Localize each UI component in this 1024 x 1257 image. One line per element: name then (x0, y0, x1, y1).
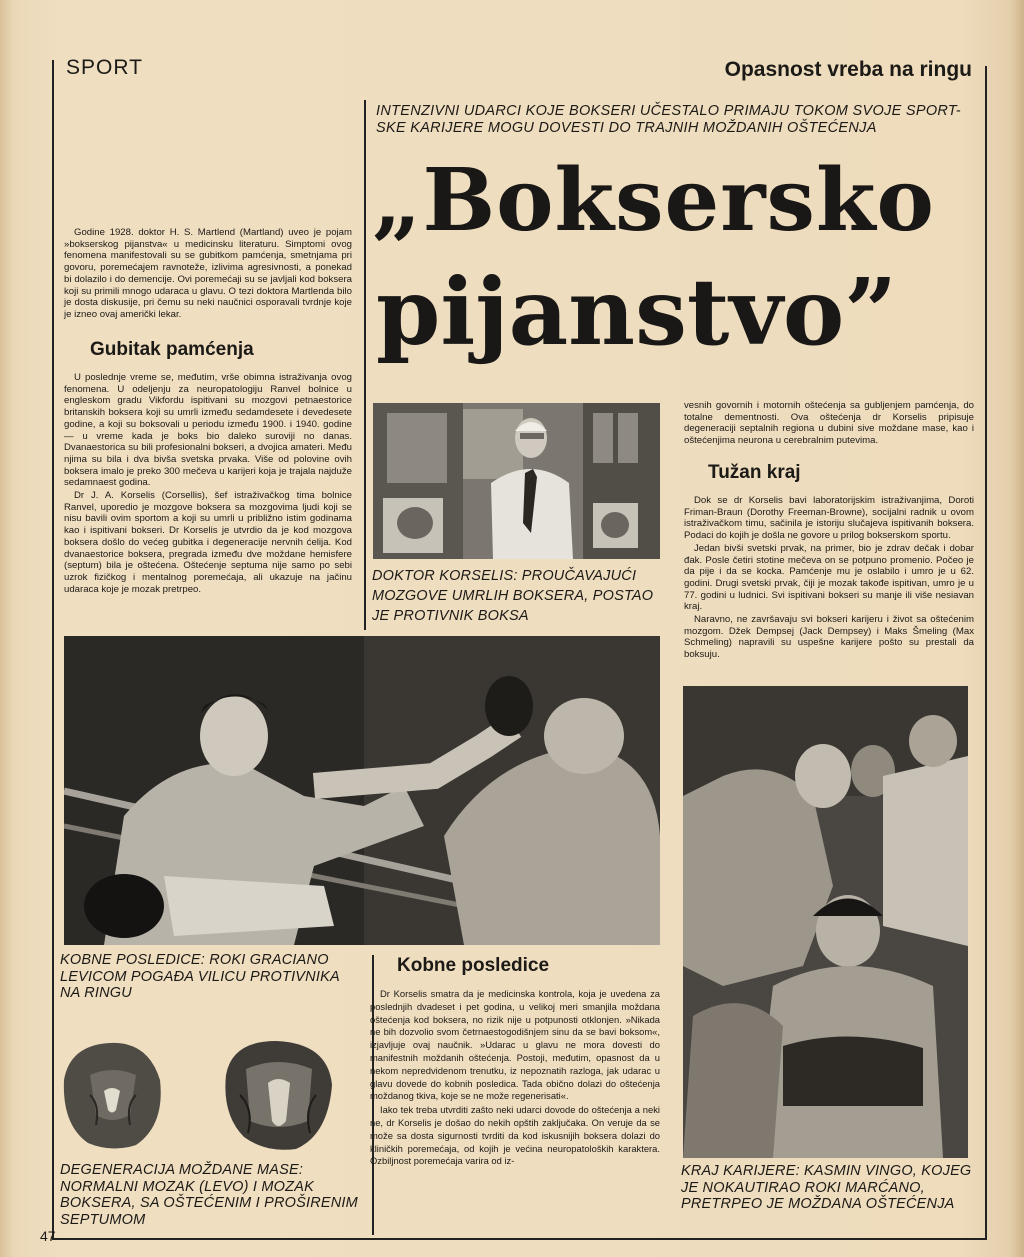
subhead-gubitak: Gubitak pamćenja (90, 339, 254, 360)
vingo-photo (683, 686, 968, 1158)
paragraph: Jedan bivši svetski prvak, na primer, bio je zdrav dečak i dobar đak. Posle četiri stotine mečeva on se potpuno promenio. Počeo je da pije i da se kocka. Pamćenje mu je oslabilo i umro je u 62. godini. Drugi svetski prvak, čiji je mozak takođe ispitivan, umro je u 77. godini u ludnici. Svi ispitivani bokseri su manje ili više nesiavan kraj. (684, 542, 974, 613)
paragraph: Dr J. A. Korselis (Corsellis), šef istraživačkog tima bolnice Ranvel, uporedio je mozgove boksera sa mozgovima ljudi koji se nisu bavili ovim sportom a koji su umrli u približno istim godinama kao i ispitivani bokseri. Dr Korselis je utvrdio da je kod mozgova boksera došlo do većeg gubitka i degeneracije nervnih ćelija. Kod dvanaestorice boksera, pregrada između dve moždane hemisfere (septum) bila je oštećena. Oštećenje septuma nije samo po sebi uzrok fizičkog i mentalnog poremećaja, ali ukazuje na jačinu udaraca koje je mozak pretrpeo. (64, 490, 352, 595)
doctor-photo (373, 403, 660, 559)
paragraph: U poslednje vreme se, međutim, vrše obimna istraživanja ovog fenomena. U odeljenju za neuropatologiju Ranvel bolnice u engleskom gradu Vikfordu ispitivani su mozgovi petnaestorice britanskih boksera koji su umrli između sedamdesete i devedesete godine, a koji su boksovali u periodu između 1900. i 1940. godine — u vreme kada je boks bio daleko suroviji no danas. Dvanaestorica su bili profesionalni bokseri, a dvojica amateri. Među njima su bila i dva bivša svetska prvaka. Više od polovine ovih boksera imalo je preko 300 mečeva u karijeri koja je trajala najduže sedamnaest godina. (64, 372, 352, 489)
deck: INTENZIVNI UDARCI KOJE BOKSERI UČESTALO PRIMAJU TOKOM SVOJE SPORT-SKE KARIJERE MOGU DOVESTI DO TRAJNIH MOŽDANIH OŠTEĆENJA (376, 103, 961, 136)
brain-images (60, 1035, 352, 1155)
paragraph: Iako tek treba utvrditi zašto neki udarci dovode do oštećenja a neki ne, dr Korselis je došao do nekih opštih zaključaka. On veruje da se može sa dosta sigurnosti tvrditi da kod iskusnijih boksera dolazi do kliničkih poremećaja, od kojih je većina neuropatoloških karaktera. Ozbiljnost poremećaja varira od iz- (370, 1104, 660, 1167)
caption-doctor: DOKTOR KORSELIS: PROUČAVAJUĆI MOZGOVE UMRLIH BOKSERA, POSTAO JE PROTIVNIK BOKSA (372, 568, 654, 624)
page-number: 47 (40, 1228, 56, 1244)
intro-paragraph (64, 227, 352, 322)
paragraph: Dr Korselis smatra da je medicinska kontrola, koja je uvedena za poslednjih dvadeset i pet godina, u velikoj meri smanjila moždana oštećenja kod boksera, no rizik nije u potpunosti otklonjen. »Nikada ne bih dozvolio svom četrnaestogodišnjem sinu da se bavi boksom«, izjavljuje ovaj naučnik. »Udarac u glavu ne mora dovesti do manifestnih moždanih oštećenja. Postoji, međutim, opasnost da u nekom nepredvidenom trenutku, iz nepoznatih razloga, jak udarac u glavu dovede do kobnih posledica. Tada obično dolazi do oštećenja moždanog tkiva, koje se ne može regenerisati«. (370, 988, 660, 1102)
section1-body (64, 372, 352, 596)
kicker: Opasnost vreba na ringu (724, 58, 972, 81)
caption-brain: DEGENERACIJA MOŽDANE MASE: NORMALNI MOZAK (LEVO) I MOZAK BOKSERA, SA OŠTEĆENIM I PROŠIRENIM SEPTUMOM (60, 1162, 358, 1228)
headline-line-2: pijanstvo” (376, 258, 898, 366)
section-label: SPORT (66, 56, 143, 79)
paragraph: vesnih govornih i motornih oštećenja sa gubljenjem pamćenja, do totalne dementnosti. Ova oštećenja dr Korselis pripisuje degeneraciji septalnih regiona u dubini sive moždane mase, kao i oštećenjima neurona u cerebralnim putevima. (684, 400, 974, 447)
inner-column-rule (364, 100, 366, 630)
headline-line-1: „Boksersko (372, 150, 935, 251)
fight-photo (64, 636, 660, 945)
left-column-rule (52, 60, 54, 1240)
right-column-rule (985, 66, 987, 1238)
caption-vingo: KRAJ KARIJERE: KASMIN VINGO, KOJEG JE NOKAUTIRAO ROKI MARĆANO, PRETRPEO JE MOŽDANA OŠTEĆENJA (681, 1163, 972, 1212)
paragraph: Dok se dr Korselis bavi laboratorijskim istraživanjima, Doroti Friman-Braun (Dorothy Freeman-Browne), socijalni radnik u ovom istraživačkom timu, sačinila je istoriju slučajeva ispitivanih boksera. Podaci do kojih je došla ne govore u prilog bokserskom sportu. (684, 495, 974, 542)
subhead-tuzan: Tužan kraj (708, 462, 801, 483)
section2-body (684, 495, 974, 662)
right-top-text (684, 400, 974, 448)
subhead-kobne: Kobne posledice (397, 955, 550, 976)
caption-fight: KOBNE POSLEDICE: ROKI GRACIANO LEVICOM POGAĐA VILICU PROTIVNIKA NA RINGU (60, 952, 340, 1001)
section3-body (370, 988, 660, 1169)
bottom-rule (52, 1238, 987, 1240)
intro-text: Godine 1928. doktor H. S. Martlend (Martland) uveo je pojam »bokserskog pijanstva« u medicinsku literaturu. Simptomi ovog fenomena manifestovali su se gubitkom pamćenja, smetnjama pri govoru, poremećajem ravnoteže, izlivima agresivnosti, a ponekad bi dolazilo i do demencije. Ovi poremećaji su se javljali kod boksera koji su primili mnogo udaraca u glavu. O tezi doktora Martlenda bilo je dosta diskusije, pri čemu su neki naučnici osporavali tvrdnje koje je izneo ovaj američki lekar. (64, 227, 352, 320)
paragraph: Naravno, ne završavaju svi bokseri karijeru i život sa oštećenim mozgom. Džek Dempsej (Jack Dempsey) i Maks Šmeling (Max Schmeling) napravili su uspešne karijere pošto su prestali da boksuju. (684, 614, 974, 661)
